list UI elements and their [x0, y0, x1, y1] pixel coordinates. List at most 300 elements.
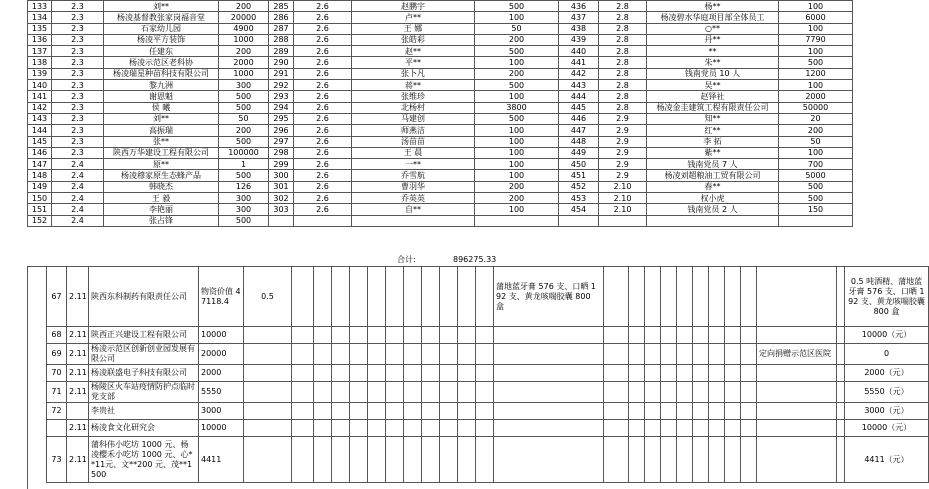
table-cell: 红**: [647, 125, 779, 136]
table-cell: 500: [219, 91, 269, 102]
table-cell: [386, 344, 404, 365]
table-cell: 2.8: [599, 68, 647, 79]
table-cell: [476, 420, 494, 437]
table-cell: [725, 437, 741, 483]
table-cell: 杨凌金圭建筑工程有限责任公司: [647, 102, 779, 113]
table-cell: 2.6: [294, 23, 352, 34]
table-cell: 2.4: [52, 170, 104, 181]
table-cell: 杨凌基督教张家岗福音堂: [104, 12, 219, 23]
table-cell: [604, 344, 629, 365]
table-cell: [332, 420, 350, 437]
table-cell: 20000: [219, 12, 269, 23]
table-cell: 2.6: [294, 147, 352, 158]
table-cell: 100: [475, 12, 559, 23]
table-cell: 蒲地蓝牙膏 576 支、口晒 192 支、黄龙咳喘胶囊 800 盒: [494, 267, 604, 327]
table-cell: [725, 403, 741, 420]
table-cell: [269, 215, 294, 226]
table-row: [28, 170, 853, 181]
table-cell: [350, 437, 368, 483]
table-cell: 师燕洁: [352, 125, 475, 136]
table-row: [47, 437, 929, 483]
table-cell: 陕西正兴建设工程有限公司: [89, 327, 199, 344]
table-cell: 张皓彩: [352, 34, 475, 45]
table-cell: 500: [779, 193, 853, 204]
table-row: [47, 327, 929, 344]
table-cell: 2.8: [599, 46, 647, 57]
table-cell: [559, 215, 599, 226]
table-cell: 441: [559, 57, 599, 68]
table-cell: [458, 365, 476, 382]
table-cell: [693, 420, 709, 437]
table-cell: 2.4: [52, 193, 104, 204]
table-cell: [458, 403, 476, 420]
table-cell: 杨凌联盛电子科技有限公司: [89, 365, 199, 382]
table-cell: [757, 437, 837, 483]
table-cell: 杨凌刘超粮油工贸有限公司: [647, 170, 779, 181]
table-cell: [693, 327, 709, 344]
table-cell: [292, 420, 314, 437]
table-cell: 2.8: [599, 102, 647, 113]
table-cell: [458, 267, 476, 327]
table-cell: [837, 437, 845, 483]
table-cell: [645, 420, 661, 437]
table-cell: 定向捐赠示范区医院: [757, 344, 837, 365]
table-cell: [292, 403, 314, 420]
table-cell: [709, 327, 725, 344]
table-cell: [422, 344, 440, 365]
table-row: [28, 113, 853, 124]
table-cell: 杨**: [647, 1, 779, 12]
table-cell: 卢**: [352, 12, 475, 23]
table-cell: [661, 382, 677, 403]
table-cell: **: [647, 46, 779, 57]
table-cell: 杨凌穆家原生态蜂产品: [104, 170, 219, 181]
table-cell: [476, 327, 494, 344]
table-cell: 100: [475, 159, 559, 170]
table-cell: 2000（元）: [845, 365, 929, 382]
table-cell: 2.11: [67, 420, 89, 437]
table-cell: 2.11: [67, 382, 89, 403]
table-cell: [757, 420, 837, 437]
table-cell: [368, 365, 386, 382]
table-cell: [837, 365, 845, 382]
table-cell: 杨陵区火车站疫情防护点临时党支部: [89, 382, 199, 403]
table-cell: 2.6: [294, 1, 352, 12]
table-cell: 450: [559, 159, 599, 170]
table-cell: 143: [28, 113, 52, 124]
table-cell: 146: [28, 147, 52, 158]
table-cell: 2000: [779, 91, 853, 102]
table-cell: 2.8: [599, 12, 647, 23]
table-cell: 299: [269, 159, 294, 170]
table-cell: [494, 327, 604, 344]
table-cell: [386, 437, 404, 483]
table-cell: 449: [559, 147, 599, 158]
table-cell: 4411: [199, 437, 244, 483]
table-cell: [837, 327, 845, 344]
table-cell: 100000: [219, 147, 269, 158]
table-cell: ○**: [647, 23, 779, 34]
table-cell: [709, 344, 725, 365]
table-cell: 100: [475, 136, 559, 147]
table-cell: 297: [269, 136, 294, 147]
table-cell: 5550（元）: [845, 382, 929, 403]
table-cell: 200: [475, 181, 559, 192]
table-cell: [677, 344, 693, 365]
table-cell: [645, 327, 661, 344]
table-cell: [677, 327, 693, 344]
table-cell: 300: [219, 204, 269, 215]
table-cell: 陕西东科制药有限责任公司: [89, 267, 199, 327]
table-row: [28, 125, 853, 136]
table-cell: 148: [28, 170, 52, 181]
table-cell: 王 毅: [104, 193, 219, 204]
table-cell: [386, 365, 404, 382]
table-cell: 500: [219, 170, 269, 181]
table-cell: [404, 344, 422, 365]
table-cell: 200: [219, 1, 269, 12]
table-cell: [422, 267, 440, 327]
table-cell: 高振瑞: [104, 125, 219, 136]
table-cell: [368, 344, 386, 365]
table-cell: 200: [475, 193, 559, 204]
table-cell: [350, 382, 368, 403]
table-cell: [629, 344, 645, 365]
table-row: [47, 365, 929, 382]
table-cell: [458, 344, 476, 365]
table-cell: [494, 403, 604, 420]
table-cell: 2.3: [52, 113, 104, 124]
table-cell: 126: [219, 181, 269, 192]
material-donation-table: [46, 266, 929, 483]
table-cell: [725, 420, 741, 437]
table-cell: 2.11: [67, 365, 89, 382]
table-cell: [837, 420, 845, 437]
table-row: [28, 12, 853, 23]
table-cell: 李艳丽: [104, 204, 219, 215]
table-cell: [244, 403, 292, 420]
table-cell: 刘**: [104, 113, 219, 124]
table-cell: 钱南党员 10 人: [647, 68, 779, 79]
table-cell: [314, 403, 332, 420]
table-cell: 142: [28, 102, 52, 113]
table-cell: 292: [269, 80, 294, 91]
table-cell: [476, 365, 494, 382]
table-cell: 2.8: [599, 57, 647, 68]
table-cell: [494, 344, 604, 365]
table-cell: 291: [269, 68, 294, 79]
table-cell: [47, 420, 67, 437]
table-cell: 张卜凡: [352, 68, 475, 79]
table-cell: 杨凌示范区老科协: [104, 57, 219, 68]
table-cell: 2.3: [52, 57, 104, 68]
table-cell: 133: [28, 1, 52, 12]
table-cell: 自**: [352, 204, 475, 215]
table-cell: 145: [28, 136, 52, 147]
table-cell: [404, 327, 422, 344]
table-cell: 2.3: [52, 23, 104, 34]
table-cell: 287: [269, 23, 294, 34]
table-cell: 2.9: [599, 170, 647, 181]
table-cell: 134: [28, 12, 52, 23]
table-cell: [314, 420, 332, 437]
table-cell: [757, 382, 837, 403]
table-cell: 2.6: [294, 102, 352, 113]
table-cell: 445: [559, 102, 599, 113]
table-cell: [494, 365, 604, 382]
table-cell: [244, 437, 292, 483]
table-cell: 2.8: [599, 23, 647, 34]
table-cell: [476, 344, 494, 365]
table-cell: [604, 365, 629, 382]
table-cell: 6000: [779, 12, 853, 23]
table-cell: [677, 403, 693, 420]
table-cell: 73: [47, 437, 67, 483]
table-cell: [741, 437, 757, 483]
table-cell: [645, 365, 661, 382]
table-cell: 500: [475, 1, 559, 12]
table-cell: [244, 365, 292, 382]
table-cell: 2.3: [52, 136, 104, 147]
table-cell: 100: [475, 204, 559, 215]
table-row: [47, 420, 929, 437]
table-cell: 138: [28, 57, 52, 68]
table-cell: [440, 327, 458, 344]
table-cell: 钱南党员 2 人: [647, 204, 779, 215]
table-cell: [292, 437, 314, 483]
table-cell: 韩晓杰: [104, 181, 219, 192]
table-cell: 2.6: [294, 80, 352, 91]
table-cell: 500: [219, 102, 269, 113]
table-cell: 140: [28, 80, 52, 91]
table-cell: 汤苗苗: [352, 136, 475, 147]
table-cell: [725, 327, 741, 344]
table-cell: 70: [47, 365, 67, 382]
table-cell: [332, 437, 350, 483]
table-cell: 张占锋: [104, 215, 219, 226]
table-row: [28, 193, 853, 204]
table-cell: [709, 403, 725, 420]
table-cell: 50: [219, 113, 269, 124]
table-cell: 200: [219, 46, 269, 57]
table-cell: 2.11: [67, 327, 89, 344]
table-cell: 2.6: [294, 91, 352, 102]
table-cell: 700: [779, 159, 853, 170]
table-cell: [709, 437, 725, 483]
table-cell: 100: [779, 80, 853, 91]
table-row: [28, 80, 853, 91]
table-cell: [314, 382, 332, 403]
table-cell: 2.9: [599, 113, 647, 124]
table-cell: [440, 344, 458, 365]
table-cell: 298: [269, 147, 294, 158]
table-cell: 288: [269, 34, 294, 45]
table-cell: 平**: [352, 57, 475, 68]
table-cell: [368, 420, 386, 437]
table-cell: 1: [219, 159, 269, 170]
table-cell: 2.10: [599, 193, 647, 204]
table-cell: 451: [559, 170, 599, 181]
table-row: [28, 34, 853, 45]
table-cell: 1000: [219, 34, 269, 45]
table-cell: [368, 382, 386, 403]
table-cell: 0.5: [244, 267, 292, 327]
table-cell: 286: [269, 12, 294, 23]
table-cell: 乔雪航: [352, 170, 475, 181]
table-cell: [741, 267, 757, 327]
table-cell: 302: [269, 193, 294, 204]
table-cell: [67, 403, 89, 420]
table-cell: 137: [28, 46, 52, 57]
table-cell: [476, 437, 494, 483]
table-cell: 2.4: [52, 215, 104, 226]
table-cell: 2.11: [67, 267, 89, 327]
table-cell: 439: [559, 34, 599, 45]
table-cell: [422, 382, 440, 403]
table-cell: 2.3: [52, 34, 104, 45]
table-cell: [661, 437, 677, 483]
table-cell: [404, 382, 422, 403]
table-cell: [725, 267, 741, 327]
table-cell: 张维珍: [352, 91, 475, 102]
table-cell: 黎九洲: [104, 80, 219, 91]
table-cell: 68: [47, 327, 67, 344]
table-cell: 500: [475, 46, 559, 57]
table-cell: [350, 344, 368, 365]
table-cell: [741, 327, 757, 344]
table-cell: [741, 382, 757, 403]
table-cell: [677, 365, 693, 382]
table-cell: 2.6: [294, 181, 352, 192]
table-cell: [314, 344, 332, 365]
table-cell: 原**: [104, 159, 219, 170]
table-cell: [693, 267, 709, 327]
table-cell: [693, 365, 709, 382]
table-cell: [725, 382, 741, 403]
table-cell: [647, 215, 779, 226]
table-cell: 2.6: [294, 159, 352, 170]
table-cell: [494, 420, 604, 437]
table-cell: 151: [28, 204, 52, 215]
table-cell: 王 晨: [352, 147, 475, 158]
table-cell: [645, 382, 661, 403]
table-cell: 2.6: [294, 204, 352, 215]
table-cell: 王 娜: [352, 23, 475, 34]
table-cell: [661, 365, 677, 382]
table-cell: 2000: [219, 57, 269, 68]
table-cell: 蒋**: [352, 80, 475, 91]
table-cell: 0.5 吨酒精、蒲地蓝牙膏 576 支、口晒 192 支、黄龙咳喘胶囊 800 盒: [845, 267, 929, 327]
table-cell: [709, 365, 725, 382]
table-cell: 杨凌平方装饰: [104, 34, 219, 45]
table-cell: 2.6: [294, 136, 352, 147]
table-cell: 10000（元）: [845, 420, 929, 437]
table-row: [47, 267, 929, 327]
table-cell: 3000: [199, 403, 244, 420]
table-cell: [741, 344, 757, 365]
table-cell: 2.10: [599, 204, 647, 215]
table-cell: 200: [475, 68, 559, 79]
table-cell: [386, 382, 404, 403]
table-cell: 290: [269, 57, 294, 68]
table-cell: 紫**: [647, 147, 779, 158]
table-cell: 1000: [219, 68, 269, 79]
table-row: [28, 91, 853, 102]
table-cell: 150: [779, 204, 853, 215]
table-cell: 285: [269, 1, 294, 12]
table-cell: 289: [269, 46, 294, 57]
table-cell: 朱**: [647, 57, 779, 68]
table-cell: 295: [269, 113, 294, 124]
table-cell: 50000: [779, 102, 853, 113]
table-cell: 447: [559, 125, 599, 136]
table-cell: 67: [47, 267, 67, 327]
table-cell: 2.9: [599, 147, 647, 158]
table-cell: [244, 382, 292, 403]
table-cell: 444: [559, 91, 599, 102]
table-cell: 139: [28, 68, 52, 79]
table-cell: [677, 420, 693, 437]
table-cell: 150: [28, 193, 52, 204]
table-cell: [440, 382, 458, 403]
table-cell: 陕西万华建设工程有限公司: [104, 147, 219, 158]
table-cell: 10000（元）: [845, 327, 929, 344]
table-cell: 301: [269, 181, 294, 192]
table-cell: 135: [28, 23, 52, 34]
table-cell: [476, 403, 494, 420]
table-row: [28, 68, 853, 79]
table-cell: [422, 437, 440, 483]
table-row: [28, 204, 853, 215]
table-cell: 2.3: [52, 12, 104, 23]
table-cell: 李 拓: [647, 136, 779, 147]
table-cell: [837, 267, 845, 327]
table-cell: 300: [219, 80, 269, 91]
table-cell: [837, 344, 845, 365]
table-cell: 438: [559, 23, 599, 34]
table-cell: 赵鹏宇: [352, 1, 475, 12]
table-cell: [604, 327, 629, 344]
table-cell: 2.11: [67, 344, 89, 365]
table-cell: 2.6: [294, 68, 352, 79]
table-cell: [386, 267, 404, 327]
table-cell: 20: [779, 113, 853, 124]
table-cell: [725, 365, 741, 382]
table-cell: 4411（元）: [845, 437, 929, 483]
table-cell: 0: [845, 344, 929, 365]
table-cell: 448: [559, 136, 599, 147]
table-row: [47, 403, 929, 420]
table-cell: [645, 403, 661, 420]
table-cell: [458, 420, 476, 437]
table-cell: [645, 267, 661, 327]
table-cell: 300: [219, 193, 269, 204]
table-cell: 69: [47, 344, 67, 365]
table-cell: 2.3: [52, 102, 104, 113]
table-cell: 杨凌瑞星种苗科技有限公司: [104, 68, 219, 79]
table-cell: 4900: [219, 23, 269, 34]
table-cell: [332, 344, 350, 365]
table-cell: [314, 267, 332, 327]
table-row: [28, 1, 853, 12]
table-cell: [386, 420, 404, 437]
table-cell: 452: [559, 181, 599, 192]
table-cell: 吴**: [647, 80, 779, 91]
table-cell: 100: [475, 57, 559, 68]
table-cell: [741, 420, 757, 437]
table-cell: [476, 267, 494, 327]
table-cell: 71: [47, 382, 67, 403]
